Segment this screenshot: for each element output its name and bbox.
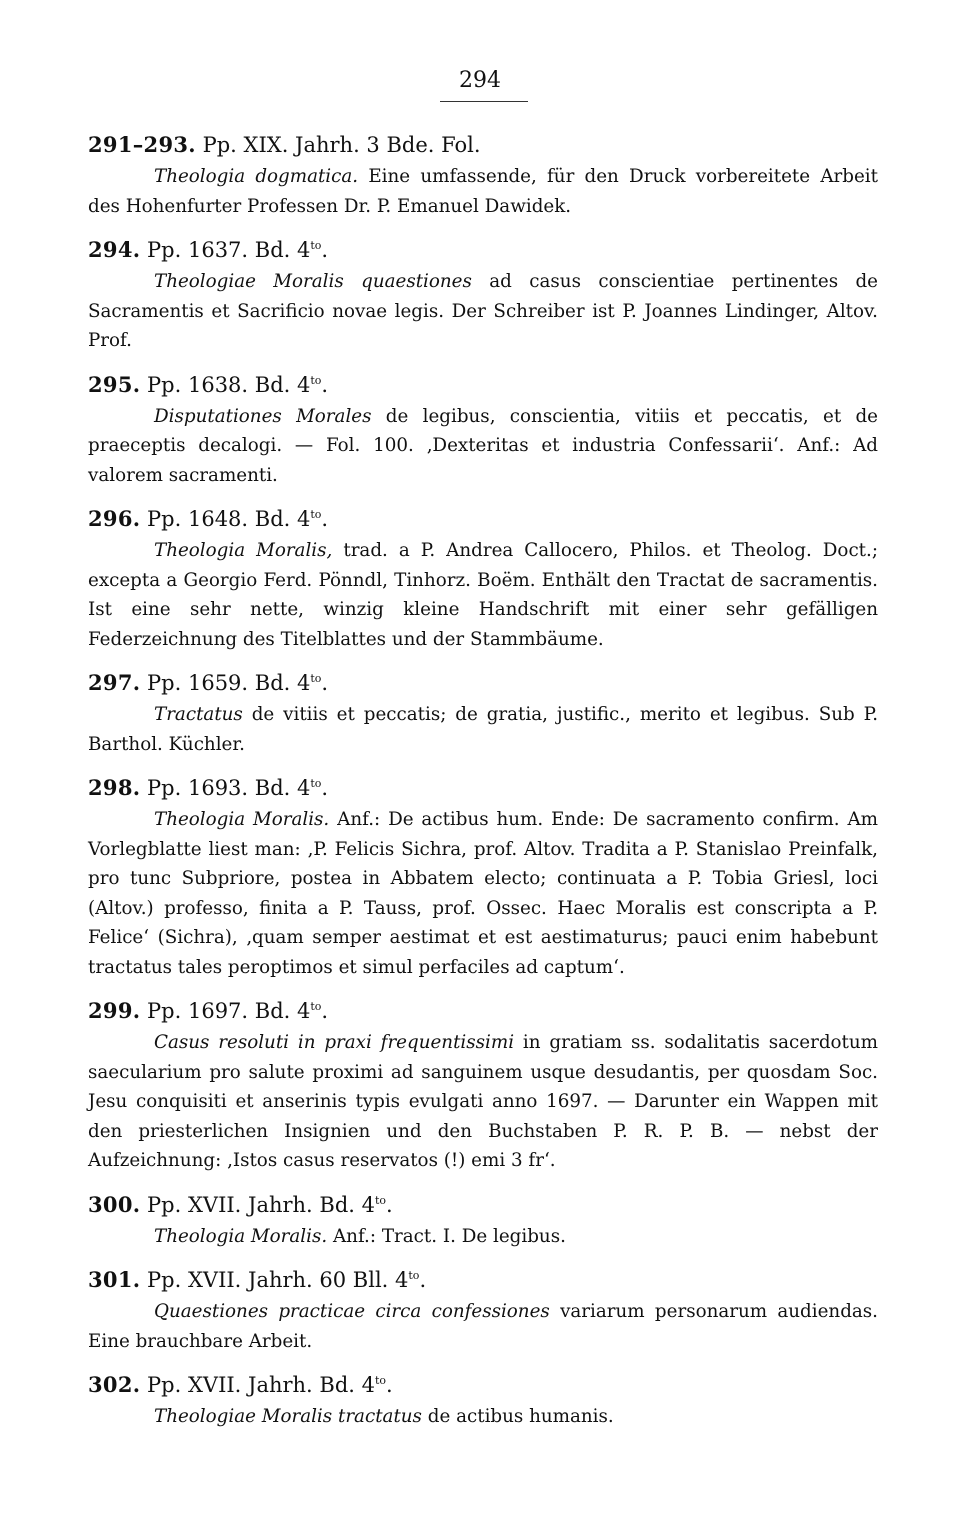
entry-text: de legibus, conscientia, vitiis et peccatis, et de praeceptis decalogi. — Fol. 100. ‚Dexteritas et industria Confessarii‘. Anf.: Ad valorem sacramenti.	[88, 405, 878, 486]
heading-end: .	[321, 776, 329, 800]
entry-heading	[88, 1368, 878, 1402]
entry-number: 291–293.	[88, 132, 196, 157]
entry-title: Tractatus	[154, 704, 243, 725]
catalog-entries	[88, 128, 878, 1444]
entry-body	[88, 536, 878, 654]
page-number: 294	[459, 68, 501, 93]
entry-text: de actibus humanis.	[421, 1406, 614, 1427]
format-superscript: to	[375, 1193, 387, 1207]
entry-heading	[88, 666, 878, 700]
entry-text: Eine umfassende, für den Druck vorbereitete Arbeit des Hohenfurter Professen Dr. P. Emanuel Dawidek.	[88, 166, 878, 217]
catalog-entry	[88, 994, 878, 1176]
entry-body	[88, 1222, 878, 1252]
entry-number: 296.	[88, 506, 141, 531]
entry-description: Pp. 1693. Bd. 4	[147, 776, 311, 800]
entry-heading	[88, 502, 878, 536]
heading-end: .	[321, 507, 329, 531]
entry-heading	[88, 1263, 878, 1297]
catalog-entry	[88, 502, 878, 654]
entry-body	[88, 267, 878, 356]
entry-body	[88, 1402, 878, 1432]
format-superscript: to	[310, 672, 322, 685]
entry-body	[88, 1297, 878, 1356]
entry-description: Pp. XVII. Jahrh. Bd. 4	[147, 1373, 375, 1397]
format-superscript: to	[310, 508, 322, 521]
catalog-entry	[88, 1188, 878, 1252]
heading-end: .	[419, 1268, 427, 1292]
catalog-entry	[88, 368, 878, 491]
entry-heading	[88, 771, 878, 805]
entry-description: Pp. 1637. Bd. 4	[147, 238, 311, 262]
entry-number: 300.	[88, 1191, 141, 1217]
heading-end: .	[321, 238, 329, 262]
entry-title: Theologia dogmatica.	[154, 166, 359, 187]
entry-title: Theologiae Moralis tractatus	[154, 1406, 422, 1427]
entry-title: Quaestiones practicae circa confessiones	[154, 1301, 550, 1322]
entry-description: Pp. 1638. Bd. 4	[147, 372, 311, 397]
entry-number: 295.	[88, 371, 141, 397]
format-superscript: to	[310, 373, 322, 387]
entry-title: Disputationes Morales	[154, 405, 372, 427]
heading-end: .	[386, 1373, 393, 1397]
entry-text: in gratiam ss. sodalitatis sacerdotum saecularium pro salute proximi ad sanguinem usque desudantis, per quosdam Soc. Jesu conquisiti et anserinis typis evulgati anno 1697. — Darunter ein Wappen mit den priesterlichen Insignien und den Buchstaben P. R. P. B. — nebst der Aufzeichnung: ‚Istos casus reservatos (!) emi 3 fr‘.	[88, 1032, 878, 1171]
entry-number: 301.	[88, 1267, 141, 1292]
entry-body	[88, 700, 878, 759]
heading-end: .	[321, 671, 329, 695]
format-superscript: to	[408, 1269, 420, 1282]
entry-text: variarum personarum audiendas. Eine brauchbare Arbeit.	[88, 1301, 878, 1352]
entry-heading	[88, 994, 878, 1028]
heading-end: .	[321, 999, 329, 1023]
entry-number: 302.	[88, 1372, 141, 1397]
entry-title: Theologia Moralis.	[154, 809, 330, 830]
entry-title: Theologia Moralis.	[154, 1225, 328, 1247]
page-number-rule	[440, 101, 528, 102]
heading-end: .	[321, 372, 329, 397]
catalog-entry	[88, 771, 878, 982]
entry-number: 299.	[88, 998, 141, 1023]
entry-title: Casus resoluti in praxi frequentissimi	[154, 1032, 515, 1053]
entry-number: 298.	[88, 775, 141, 800]
entry-title: Theologia Moralis,	[154, 540, 333, 561]
entry-heading	[88, 368, 878, 402]
entry-body	[88, 805, 878, 982]
entry-description: Pp. 1659. Bd. 4	[147, 671, 311, 695]
entry-description: Pp. XIX. Jahrh. 3 Bde. Fol.	[202, 133, 481, 157]
entry-description: Pp. XVII. Jahrh. 60 Bll. 4	[147, 1268, 409, 1292]
entry-body	[88, 162, 878, 221]
entry-text: de vitiis et peccatis; de gratia, justific., merito et legibus. Sub P. Barthol. Küchler.	[88, 704, 878, 755]
entry-number: 297.	[88, 670, 141, 695]
entry-body	[88, 402, 878, 491]
catalog-entry	[88, 1368, 878, 1432]
heading-end: .	[386, 1192, 393, 1217]
catalog-entry	[88, 128, 878, 221]
entry-description: Pp. XVII. Jahrh. Bd. 4	[147, 1192, 375, 1217]
entry-text: trad. a P. Andrea Callocero, Philos. et Theolog. Doct.; excepta a Georgio Ferd. Pönndl, Tinhorz. Boëm. Enthält den Tractat de sacramentis. Ist eine sehr nette, winzig kleine Handschrift mit einer sehr gefälligen Federzeichnung des Titelblattes und der Stammbäume.	[88, 540, 878, 650]
format-superscript: to	[375, 1374, 387, 1387]
entry-description: Pp. 1648. Bd. 4	[147, 507, 311, 531]
entry-body	[88, 1028, 878, 1176]
entry-heading	[88, 1188, 878, 1222]
format-superscript: to	[310, 239, 322, 252]
format-superscript: to	[310, 777, 322, 790]
entry-text: ad casus conscientiae pertinentes de Sacramentis et Sacrificio novae legis. Der Schreiber ist P. Joannes Lindinger, Altov. Prof.	[88, 271, 878, 351]
entry-heading	[88, 233, 878, 267]
entry-heading	[88, 128, 878, 162]
catalog-entry	[88, 233, 878, 356]
entry-description: Pp. 1697. Bd. 4	[147, 999, 311, 1023]
catalog-entry	[88, 1263, 878, 1356]
entry-text: Anf.: Tract. I. De legibus.	[327, 1225, 566, 1247]
entry-title: Theologiae Moralis quaestiones	[154, 271, 472, 292]
entry-number: 294.	[88, 237, 141, 262]
entry-text: Anf.: De actibus hum. Ende: De sacramento confirm. Am Vorlegblatte liest man: ‚P. Felicis Sichra, prof. Altov. Tradita a P. Stanislao Preinfalk, pro tunc Subpriore, postea in Abbatem electo; continuata a P. Tobia Griesl, loci (Altov.) professo, finita a P. Tauss, prof. Ossec. Haec Moralis est conscripta a P. Felice‘ (Sichra), ‚quam semper aestimat et est aestimaturus; pauci enim habebunt tractatus tales peroptimos et simul perfaciles ad captum‘.	[88, 809, 878, 978]
catalog-entry	[88, 666, 878, 759]
format-superscript: to	[310, 1000, 322, 1013]
